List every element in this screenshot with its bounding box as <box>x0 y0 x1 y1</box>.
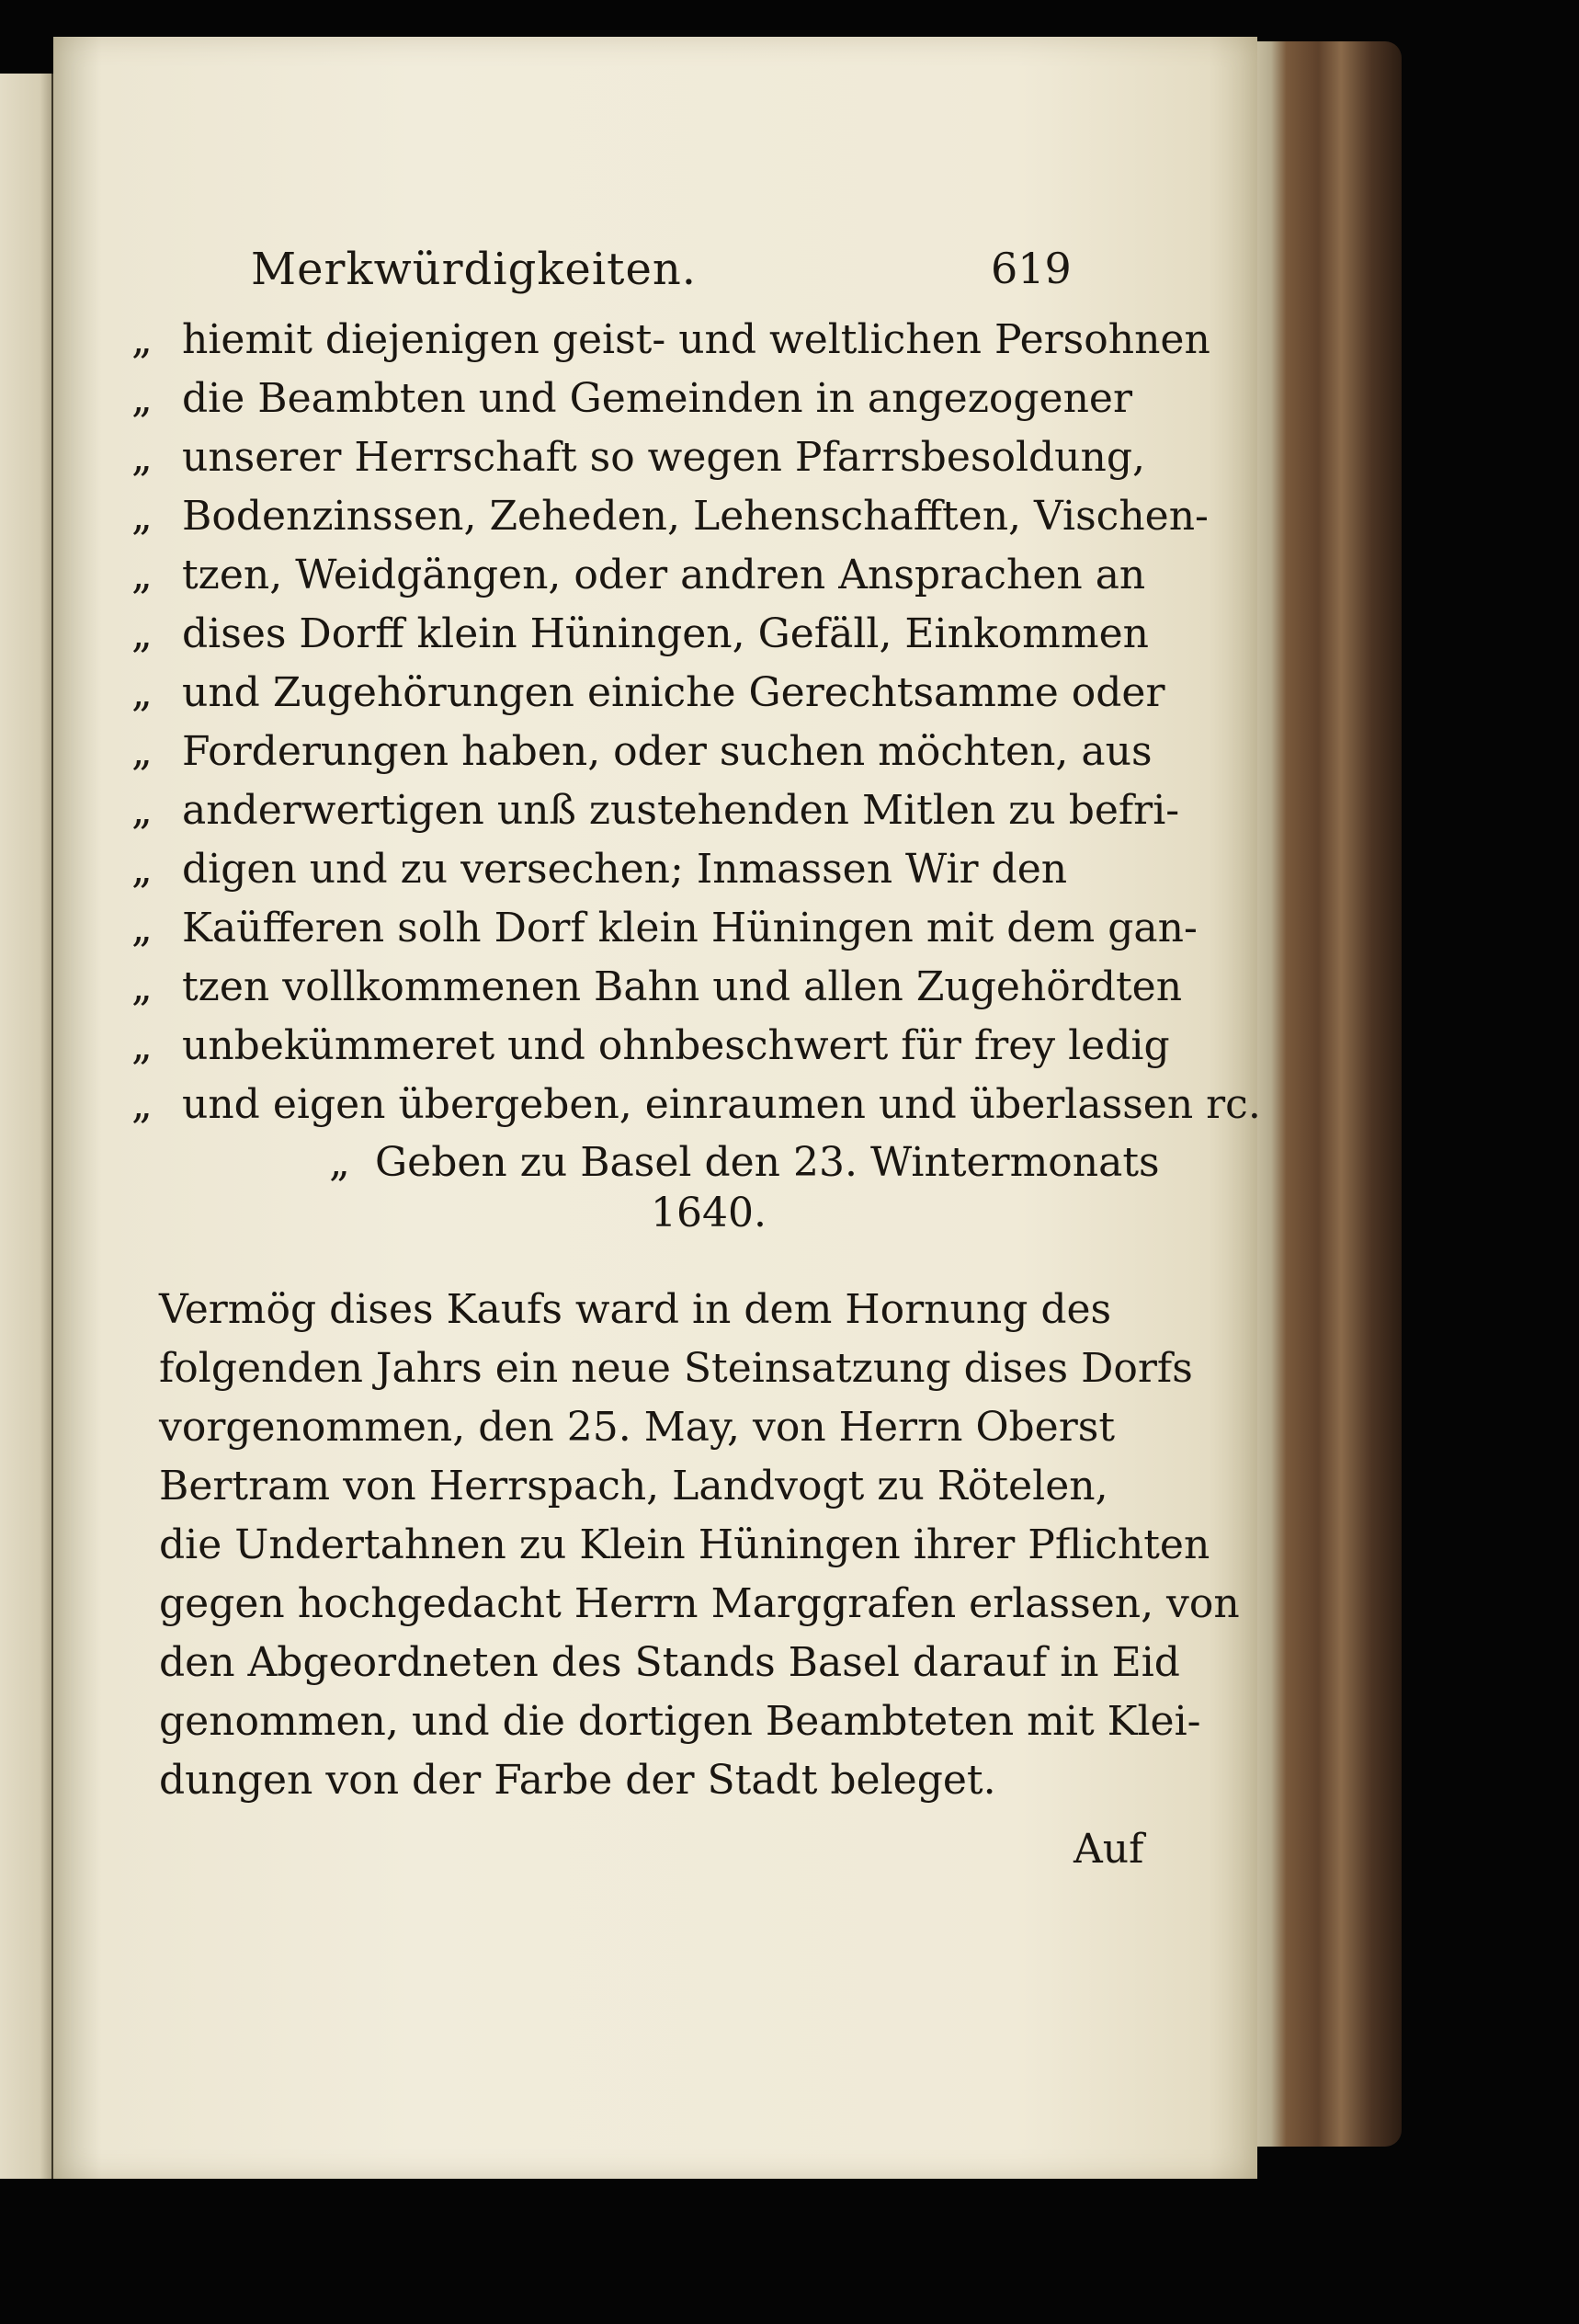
page-number: 619 <box>991 244 1072 293</box>
quote-mark: „ <box>131 963 153 1010</box>
quote-mark: „ <box>131 552 153 598</box>
paragraph-line: die Undertahnen zu Klein Hüningen ihrer Pflichten <box>159 1521 1210 1568</box>
quote-mark: „ <box>131 905 153 951</box>
quote-line: „ hiemit diejenigen geist- und weltlichen Persohnen <box>131 313 1161 368</box>
running-title: Merkwürdigkeiten. <box>251 244 698 295</box>
paragraph-line: gegen hochgedacht Herrn Marggrafen erlassen, von <box>159 1580 1240 1627</box>
quote-line: „ unserer Herrschaft so wegen Pfarrsbesoldung, <box>131 430 1161 485</box>
quote-line: „ dises Dorff klein Hüningen, Gefäll, Einkommen <box>131 607 1161 662</box>
paragraph-line: den Abgeordneten des Stands Basel darauf in Eid <box>159 1639 1180 1686</box>
quote-mark: „ <box>131 316 153 363</box>
paragraph-line: Bertram von Herrspach, Landvogt zu Rötelen, <box>159 1463 1108 1509</box>
quote-mark: „ <box>131 728 153 775</box>
quote-line: „ unbekümmeret und ohnbeschwert für frey ledig <box>131 1019 1161 1074</box>
quote-mark: „ <box>131 493 153 540</box>
quote-mark: „ <box>131 610 153 657</box>
quote-line: „ die Beambten und Gemeinden in angezogener <box>131 371 1161 427</box>
quote-mark: „ <box>131 434 153 481</box>
paragraph-line: Vermög dises Kaufs ward in dem Hornung des <box>159 1286 1112 1333</box>
book-page <box>53 37 1261 2179</box>
quote-line: „ digen und zu versechen; Inmassen Wir den <box>131 842 1161 897</box>
left-page-edge <box>0 74 57 2179</box>
quote-mark: „ <box>131 669 153 716</box>
catchword: Auf <box>1073 1826 1144 1873</box>
page-header <box>53 244 1257 308</box>
quote-mark: „ <box>131 846 153 893</box>
quote-line: „ und eigen übergeben, einraumen und überlassen rc. <box>131 1077 1161 1133</box>
quote-mark: „ <box>329 1139 350 1186</box>
quote-line: „ Kaüfferen solh Dorf klein Hüningen mit dem gan- <box>131 901 1161 956</box>
quote-line: „ Forderungen haben, oder suchen möchten, aus <box>131 724 1161 780</box>
quote-line: „ Bodenzinssen, Zeheden, Lehenschafften, Vischen- <box>131 489 1161 544</box>
quote-mark: „ <box>131 375 153 422</box>
paragraph-line: folgenden Jahrs ein neue Steinsatzung dises Dorfs <box>159 1345 1193 1392</box>
decree-dateline: „ Geben zu Basel den 23. Wintermonats <box>329 1135 1160 1190</box>
quote-mark: „ <box>131 1022 153 1069</box>
book-fore-edge <box>1250 41 1402 2147</box>
quote-line: „ tzen, Weidgängen, oder andren Ansprachen an <box>131 548 1161 603</box>
quote-mark: „ <box>131 787 153 834</box>
quote-line: „ anderwertigen unß zustehenden Mitlen zu befri- <box>131 783 1161 838</box>
paragraph-line: vorgenommen, den 25. May, von Herrn Oberst <box>159 1404 1116 1451</box>
quote-line: „ und Zugehörungen einiche Gerechtsamme oder <box>131 666 1161 721</box>
paragraph-line: genommen, und die dortigen Beambteten mit Klei- <box>159 1698 1201 1745</box>
paragraph-line: dungen von der Farbe der Stadt beleget. <box>159 1757 996 1804</box>
quote-line: „ tzen vollkommenen Bahn und allen Zugehördten <box>131 960 1161 1015</box>
quote-mark: „ <box>131 1081 153 1128</box>
decree-year: 1640. <box>651 1190 767 1236</box>
